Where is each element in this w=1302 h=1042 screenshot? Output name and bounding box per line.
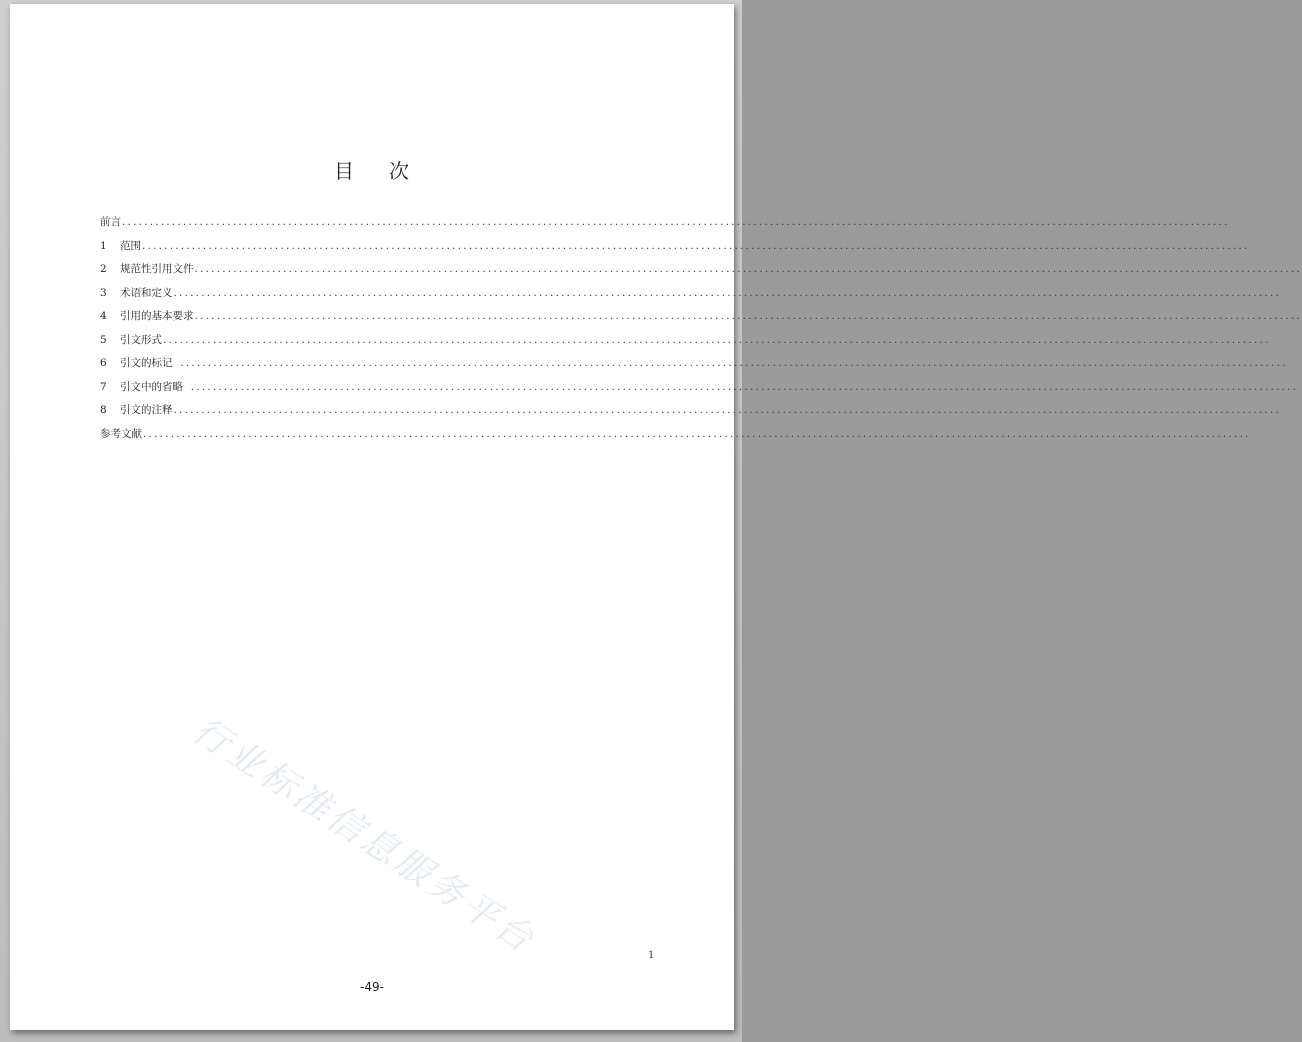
toc-entry-number: 8 bbox=[100, 404, 107, 416]
toc-entry-omission[interactable] bbox=[100, 379, 1299, 403]
toc-entry-number: 1 bbox=[100, 239, 107, 252]
toc-entry-normative-references[interactable] bbox=[100, 261, 1302, 285]
document-page bbox=[10, 4, 1302, 1030]
watermark-text: 行业标准信息服务平台 bbox=[185, 709, 544, 963]
toc-entry-label: 前言 bbox=[100, 216, 121, 228]
toc-entry-foreword[interactable] bbox=[100, 214, 1230, 238]
toc-entry-basic-requirements[interactable] bbox=[100, 308, 1302, 332]
title-char-1: 目 bbox=[334, 159, 355, 183]
toc-leader-dots: ........................................................................................................................................................................................................ bbox=[190, 380, 1299, 393]
toc-entry-label: 引文的注释 bbox=[120, 404, 173, 416]
footer-page-number: -49- bbox=[360, 980, 384, 994]
toc-leader-dots: ........................................................................................................................................................................................................ bbox=[194, 263, 1302, 275]
toc-entry-terms[interactable] bbox=[100, 285, 1282, 309]
title-char-2: 次 bbox=[389, 159, 410, 183]
toc-entry-label: 规范性引用文件 bbox=[120, 263, 194, 275]
toc-entry-citation-marking[interactable] bbox=[100, 355, 1288, 379]
toc-leader-dots: ........................................................................................................................................................................................................ bbox=[173, 286, 1282, 299]
toc-entry-label: 术语和定义 bbox=[120, 286, 173, 299]
toc-entry-label: 引文的标记 bbox=[120, 357, 180, 369]
toc-leader-dots: ........................................................................................................................................................................................................ bbox=[142, 239, 1250, 252]
toc-entry-citation-form[interactable] bbox=[100, 332, 1271, 356]
toc-entry-scope[interactable] bbox=[100, 238, 1250, 262]
toc-entry-number: 3 bbox=[100, 286, 107, 299]
page-title bbox=[10, 155, 734, 184]
page-number: 1 bbox=[648, 950, 655, 961]
toc-entry-number: 5 bbox=[100, 333, 107, 346]
toc-entry-number: 6 bbox=[100, 357, 107, 369]
toc-entry-label: 参考文献 bbox=[100, 427, 142, 440]
toc-entry-bibliography[interactable] bbox=[100, 426, 1251, 450]
toc-leader-dots: ........................................................................................................................................................................................................ bbox=[143, 427, 1251, 440]
toc-entry-number: 2 bbox=[100, 263, 107, 275]
toc-entry-label: 引文中的省略 bbox=[120, 380, 190, 393]
table-of-contents bbox=[100, 214, 1302, 449]
toc-entry-label: 范围 bbox=[120, 239, 141, 252]
toc-entry-annotation[interactable] bbox=[100, 402, 1282, 426]
toc-leader-dots: ........................................................................................................................................................................................................ bbox=[180, 357, 1288, 369]
toc-entry-label: 引用的基本要求 bbox=[120, 310, 194, 322]
toc-entry-number: 7 bbox=[100, 380, 107, 393]
toc-leader-dots: ........................................................................................................................................................................................................ bbox=[163, 333, 1271, 346]
toc-leader-dots: ........................................................................................................................................................................................................ bbox=[194, 310, 1302, 322]
toc-entry-label: 引文形式 bbox=[120, 333, 162, 346]
toc-leader-dots: ........................................................................................................................................................................................................ bbox=[122, 216, 1230, 228]
toc-leader-dots: ........................................................................................................................................................................................................ bbox=[173, 404, 1282, 416]
toc-entry-number: 4 bbox=[100, 310, 107, 322]
